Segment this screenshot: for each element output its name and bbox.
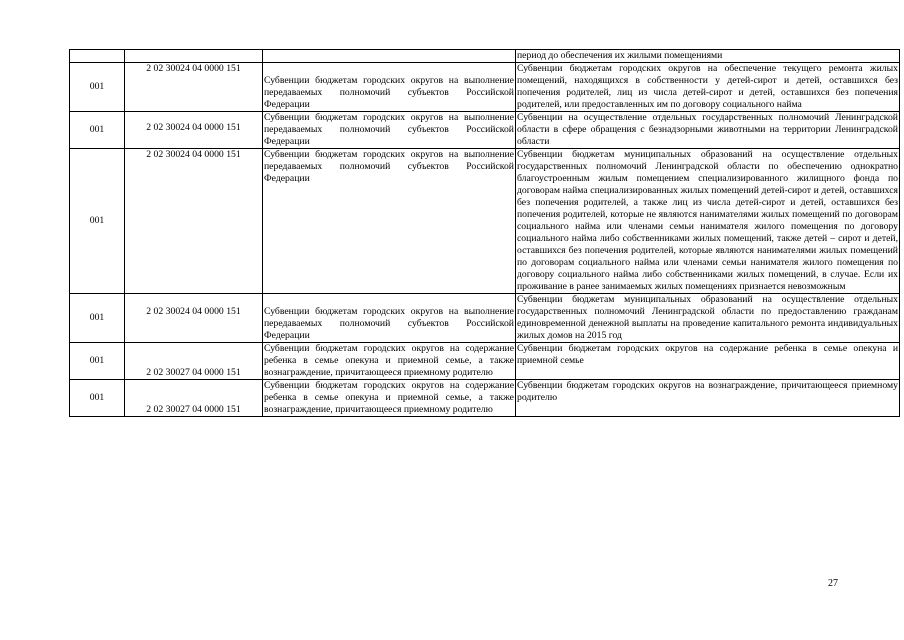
- revenue-description-cell: Субвенции бюджетам муниципальных образований на осуществление отдельных государственных полномочий Ленинградской области по предоставлению гражданам единовременной денежной выплаты на проведение капитального ремонта индивидуальных жилых домов на 2015 год: [517, 294, 898, 341]
- revenue-name-cell: Субвенции бюджетам городских округов на содержание ребенка в семье опекуна и приемной семье, а также вознаграждение, причитающееся приемному родителю: [264, 380, 514, 415]
- table-row: [70, 380, 900, 417]
- revenue-name-cell: [263, 50, 516, 63]
- revenue-description-cell: период до обеспечения их жилыми помещениями: [516, 50, 900, 63]
- revenue-description-cell: Субвенции бюджетам городских округов на обеспечение текущего ремонта жилых помещений, находящихся в собственности у детей-сирот и детей, оставшихся без попечения родителей, лиц из числа детей-сирот и детей, оставшихся без попечения родителей, или предоставленных им по договору социального найма: [517, 63, 898, 110]
- table-row: [70, 343, 900, 380]
- revenue-code-cell: 2 02 30024 04 0000 151: [125, 112, 263, 149]
- revenue-description-cell: Субвенции бюджетам муниципальных образований на осуществление отдельных государственных полномочий Ленинградской области по обеспечению однократно благоустроенным жилым помещением специализированного жилищного фонда по договорам найма специализированных жилых помещений детей-сирот и детей, оставшихся без попечения родителей, а также лиц из числа детей-сирот и детей, оставшихся без попечения родителей, которые не являются нанимателями жилых помещений по договорам социального найма или членами семьи нанимателя жилого помещения по договору социального найма либо собственниками жилых помещений, также детей – сирот и детей, оставшихся без попечения родителей, которые являются нанимателями жилых помещений по договорам социального найма или членами семьи нанимателя жилого помещения по договору социального найма либо собственниками жилых помещений, в случае. Если их проживание в ранее занимаемых жилых помещениях признается невозможным: [517, 149, 898, 292]
- admin-code-cell: 001: [70, 63, 125, 112]
- table-row: [70, 294, 900, 343]
- table-row: [70, 50, 900, 63]
- admin-code-cell: 001: [70, 294, 125, 343]
- admin-code-cell: 001: [70, 380, 125, 417]
- revenue-name-cell: Субвенции бюджетам городских округов на содержание ребенка в семье опекуна и приемной семье, а также вознаграждение, причитающееся приемному родителю: [264, 343, 514, 378]
- revenue-description-cell: Субвенции на осуществление отдельных государственных полномочий Ленинградской области в сфере обращения с безнадзорными животными на территории Ленинградской области: [517, 112, 898, 147]
- revenue-description-cell: Субвенции бюджетам городских округов на содержание ребенка в семье опекуна и приемной семье: [516, 343, 900, 380]
- revenue-codes-table: [69, 49, 900, 417]
- revenue-name-cell: Субвенции бюджетам городских округов на выполнение передаваемых полномочий субъектов Российской Федерации: [264, 112, 514, 147]
- revenue-code-cell: 2 02 30024 04 0000 151: [125, 294, 263, 343]
- revenue-code-cell: 2 02 30024 04 0000 151: [125, 63, 263, 112]
- revenue-code-cell: [125, 50, 263, 63]
- revenue-name-cell: Субвенции бюджетам городских округов на выполнение передаваемых полномочий субъектов Российской Федерации: [263, 149, 516, 294]
- revenue-code-cell: 2 02 30027 04 0000 151: [125, 343, 263, 380]
- revenue-description-cell: Субвенции бюджетам городских округов на вознаграждение, причитающееся приемному родителю: [516, 380, 900, 417]
- admin-code-cell: 001: [70, 149, 125, 294]
- admin-code-cell: [70, 50, 125, 63]
- revenue-code-cell: 2 02 30027 04 0000 151: [125, 380, 263, 417]
- table-row: [70, 63, 900, 112]
- admin-code-cell: 001: [70, 112, 125, 149]
- table-row: [70, 112, 900, 149]
- table-row: [70, 149, 900, 294]
- revenue-name-cell: Субвенции бюджетам городских округов на выполнение передаваемых полномочий субъектов Российской Федерации: [263, 294, 516, 343]
- revenue-code-cell: 2 02 30024 04 0000 151: [125, 149, 263, 294]
- page-number: 27: [828, 578, 838, 589]
- revenue-name-cell: Субвенции бюджетам городских округов на выполнение передаваемых полномочий субъектов Российской Федерации: [263, 63, 516, 112]
- admin-code-cell: 001: [70, 343, 125, 380]
